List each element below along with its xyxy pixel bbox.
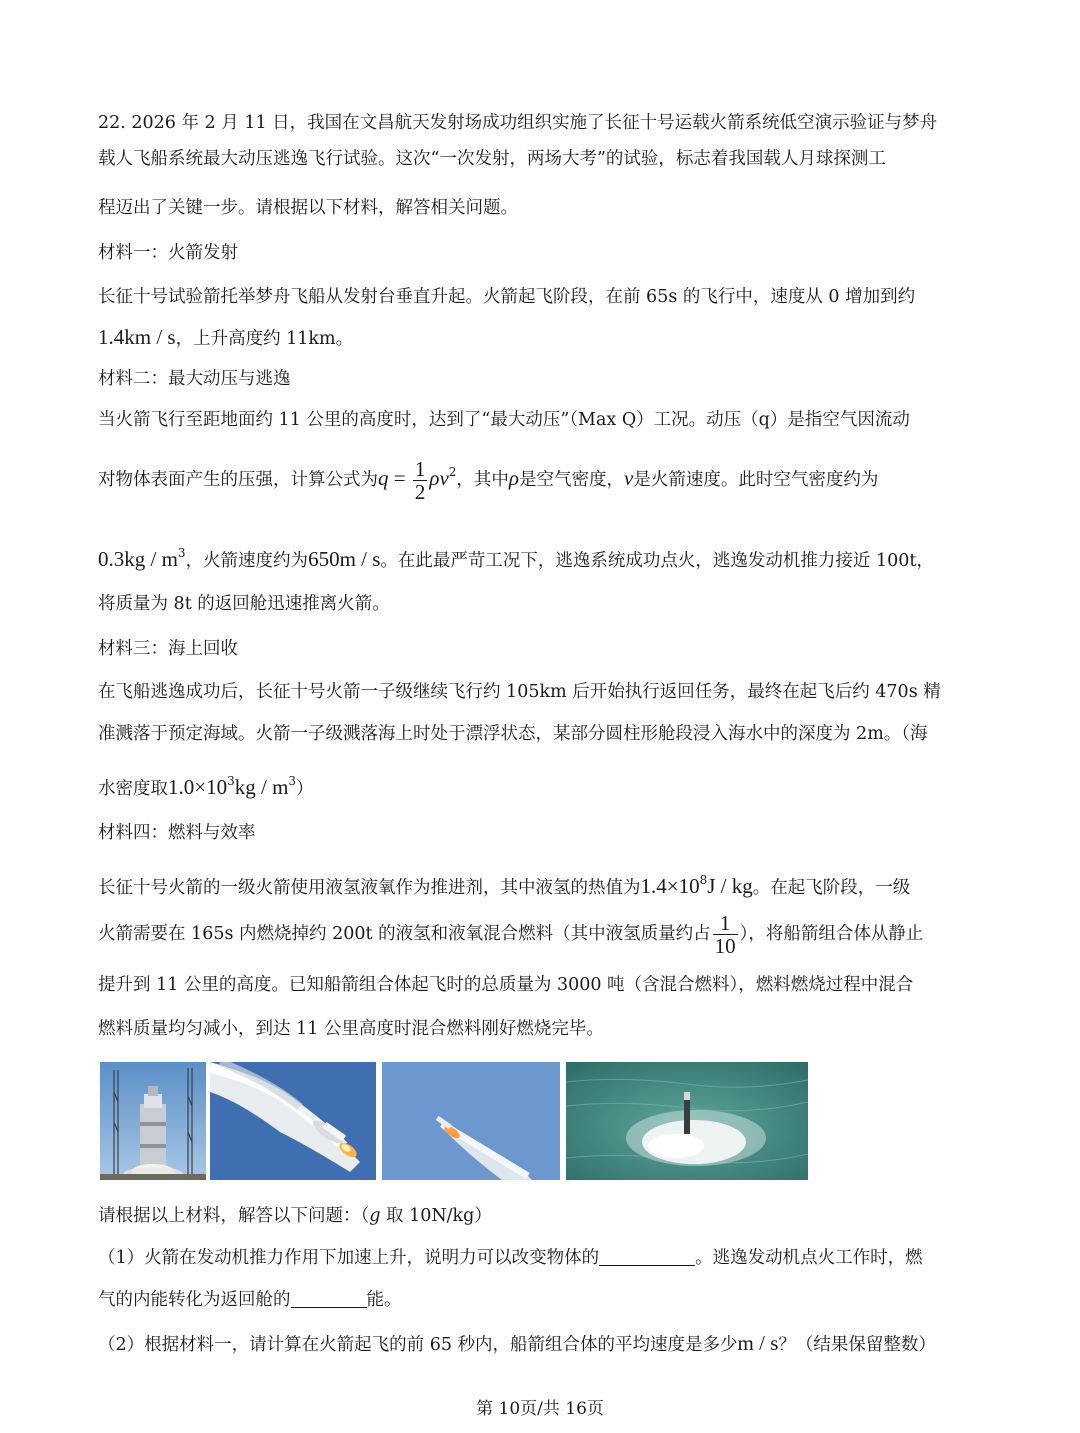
text-segment: ），将船箭组合体从静止 bbox=[739, 924, 924, 944]
material-4-title: 材料四：燃料与效率 bbox=[98, 823, 256, 843]
photo-rocket-ascent-smoke bbox=[210, 1062, 376, 1180]
material-1-title: 材料一：火箭发射 bbox=[98, 243, 238, 263]
photo-sea-splashdown bbox=[566, 1062, 808, 1180]
formula-exponent: 2 bbox=[448, 465, 457, 479]
material-2-line-3 bbox=[98, 540, 986, 574]
material-3-line-3 bbox=[98, 768, 986, 802]
formula-q: q bbox=[378, 466, 389, 490]
exponent: 3 bbox=[227, 774, 235, 788]
symbol-v: v bbox=[624, 466, 634, 490]
intro-line-1: 22. 2026 年 2 月 11 日，我国在文昌航天发射场成功组织实施了长征十号运载火箭系统低空演示验证与梦舟 bbox=[98, 113, 938, 133]
material-2-line-2 bbox=[98, 458, 986, 503]
unit: m / s bbox=[737, 1331, 779, 1355]
text-segment: 气的内能转化为返回舱的 bbox=[98, 1290, 291, 1310]
text-segment: ） bbox=[296, 779, 314, 799]
air-density-value: 0.3kg / m bbox=[98, 547, 178, 571]
material-3-line-1: 在飞船逃逸成功后，长征十号火箭一子级继续飞行约 105km 后开始执行返回任务，最终在起飞后约 470s 精 bbox=[98, 682, 941, 702]
exponent: 3 bbox=[177, 546, 186, 560]
water-density-value: 1.0×10 bbox=[168, 775, 228, 799]
symbol-g: g bbox=[369, 1206, 381, 1226]
material-2-line-1: 当火箭飞行至距地面约 11 公里的高度时，达到了“最大动压”（Max Q）工况。动压（q）是指空气因流动 bbox=[98, 410, 910, 430]
text-segment: 是空气密度， bbox=[519, 470, 624, 490]
material-4-line-4: 燃料质量均匀减小，到达 11 公里高度时混合燃料刚好燃烧完毕。 bbox=[98, 1019, 604, 1039]
text-segment: 。逃逸发动机点火工作时，燃 bbox=[695, 1248, 923, 1268]
page-footer: 第 10页/共 16页 bbox=[476, 1399, 604, 1419]
material-4-line-2 bbox=[98, 912, 986, 957]
text-segment: （2）根据材料一，请计算在火箭起飞的前 65 秒内，船箭组合体的平均速度是多少 bbox=[98, 1335, 738, 1355]
text-segment: 火箭需要在 165s 内燃烧掉约 200t 的液氢和液氧混合燃料（其中液氢质量约占 bbox=[98, 924, 711, 944]
material-1-line-2-text: ，上升高度约 11km。 bbox=[175, 329, 354, 349]
heat-value: 1.4×10 bbox=[640, 874, 700, 898]
formula-v: v bbox=[439, 466, 449, 490]
text-segment: （1）火箭在发动机推力作用下加速上升，说明力可以改变物体的 bbox=[98, 1248, 600, 1268]
text-segment: ，火箭速度约为 bbox=[185, 551, 309, 571]
material-3-line-2: 准溅落于预定海域。火箭一子级溅落海上时处于漂浮状态，某部分圆柱形舱段浸入海水中的深度为 2m。（海 bbox=[98, 724, 928, 744]
question-1-line-1 bbox=[98, 1245, 986, 1271]
symbol-rho: ρ bbox=[508, 466, 519, 490]
material-4-line-3: 提升到 11 公里的高度。已知船箭组合体起飞时的总质量为 3000 吨（含混合燃料），燃料燃烧过程中混合 bbox=[98, 975, 914, 995]
fraction-numerator: 1 bbox=[713, 912, 738, 935]
exponent: 3 bbox=[288, 774, 297, 788]
answer-blank-1[interactable] bbox=[599, 1247, 695, 1266]
formula-equals: = bbox=[388, 466, 411, 490]
answer-blank-2[interactable] bbox=[291, 1289, 367, 1308]
fraction-numerator: 1 bbox=[414, 457, 426, 481]
text-segment: 长征十号火箭的一级火箭使用液氢液氧作为推进剂，其中液氢的热值为 bbox=[98, 878, 641, 898]
material-1-line-2 bbox=[98, 324, 986, 352]
fraction-denominator: 10 bbox=[714, 934, 736, 958]
text-segment: 对物体表面产生的压强，计算公式为 bbox=[98, 470, 378, 490]
unit: J / kg bbox=[707, 874, 753, 898]
text-segment: 。在此最严苛工况下，逃逸系统成功点火，逃逸发动机推力接近 100t， bbox=[380, 551, 934, 571]
question-1-line-2 bbox=[98, 1287, 986, 1313]
text-segment: 。在起飞阶段，一级 bbox=[752, 878, 911, 898]
intro-line-2: 载人飞船系统最大动压逃逸飞行试验。这次“一次发射，两场大考”的试验，标志着我国载人月球探测工 bbox=[98, 149, 886, 169]
exponent: 8 bbox=[699, 873, 708, 887]
fraction-denominator: 2 bbox=[414, 480, 426, 504]
fraction-one-tenth bbox=[713, 912, 738, 957]
material-2-title: 材料二：最大动压与逃逸 bbox=[98, 369, 291, 389]
rocket-speed-value: 650m / s bbox=[308, 547, 381, 571]
text-segment: 能。 bbox=[366, 1290, 402, 1310]
text-segment: ？（结果保留整数） bbox=[778, 1335, 936, 1355]
text-segment: 是火箭速度。此时空气密度约为 bbox=[633, 470, 879, 490]
formula-rho: ρ bbox=[429, 466, 440, 490]
fraction-one-half bbox=[413, 458, 428, 503]
material-3-title: 材料三：海上回收 bbox=[98, 639, 238, 659]
photo-launch-tower bbox=[100, 1062, 206, 1180]
material-2-line-4: 将质量为 8t 的返回舱迅速推离火箭。 bbox=[98, 594, 390, 614]
material-1-line-1: 长征十号试验箭托举梦舟飞船从发射台垂直升起。火箭起飞阶段，在前 65s 的飞行中，速度从 0 增加到约 bbox=[98, 287, 916, 307]
speed-value: 1.4km / s bbox=[98, 325, 176, 349]
question-2 bbox=[98, 1330, 986, 1358]
questions-prompt bbox=[98, 1203, 986, 1229]
text-segment: 水密度取 bbox=[98, 779, 168, 799]
unit: kg / m bbox=[234, 775, 289, 799]
text-segment: ，其中 bbox=[456, 470, 509, 490]
material-4-line-1 bbox=[98, 867, 986, 901]
photo-escape-trail bbox=[382, 1062, 560, 1180]
text-segment: 取 10N/kg） bbox=[380, 1206, 492, 1226]
intro-line-3: 程迈出了关键一步。请根据以下材料，解答相关问题。 bbox=[98, 198, 518, 218]
text-segment: 请根据以上材料，解答以下问题：（ bbox=[98, 1206, 370, 1226]
